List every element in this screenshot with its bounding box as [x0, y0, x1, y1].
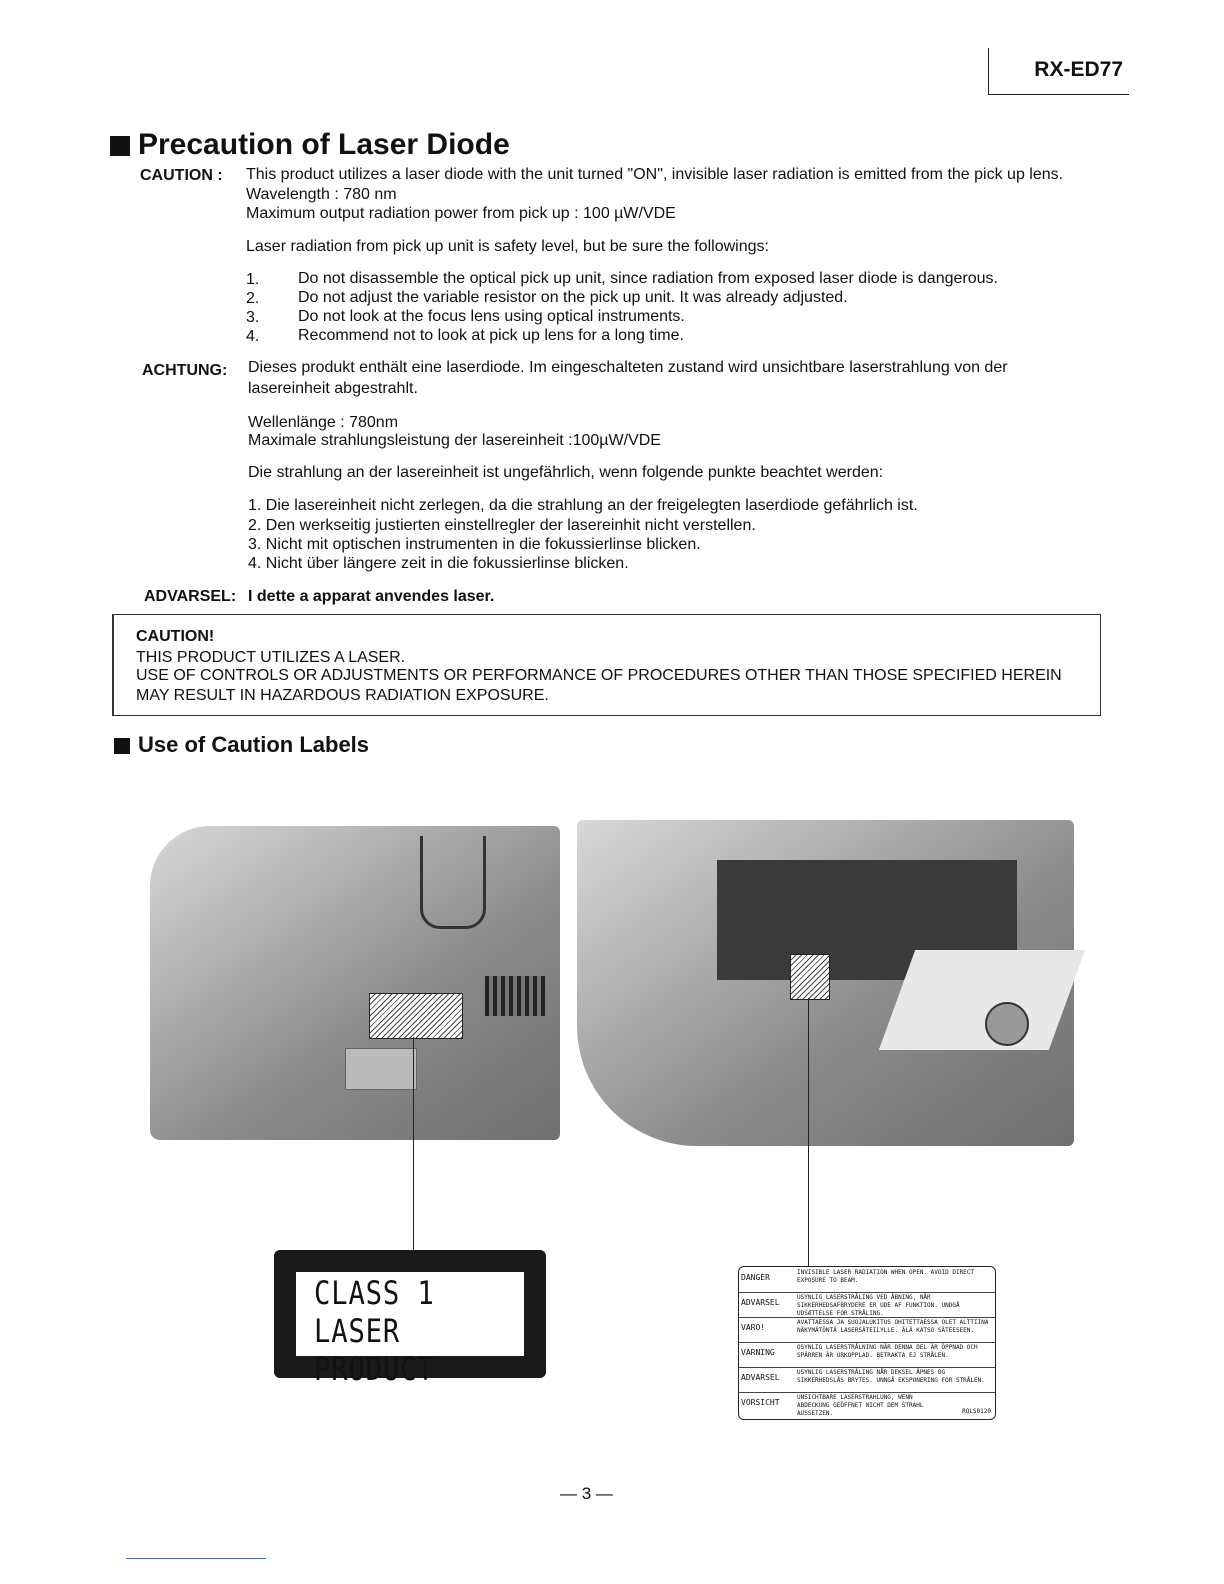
list-item-num: 4.	[246, 328, 260, 345]
leader-line	[808, 998, 809, 1266]
list-item-num: 2.	[246, 290, 260, 307]
de-list-item: 1. Die lasereinheit nicht zerlegen, da die strahlung an der freigelegten laserdiode gefährlich ist.	[248, 497, 918, 514]
list-item: Do not look at the focus lens using optical instruments.	[298, 308, 685, 325]
danger-row-lang: VARNING	[741, 1348, 775, 1357]
de-list-item: 4. Nicht über längere zeit in die fokussierlinse blicken.	[248, 555, 629, 572]
danger-row	[739, 1292, 995, 1318]
rating-sticker	[345, 1048, 417, 1090]
footer-divider	[126, 1558, 266, 1559]
caution-box-line1: THIS PRODUCT UTILIZES A LASER.	[136, 649, 406, 666]
danger-row-lang: VARO!	[741, 1323, 766, 1332]
de-list-item: 3. Nicht mit optischen instrumenten in die fokussierlinse blicken.	[248, 536, 701, 553]
class1-line2: LASER PRODUCT	[314, 1312, 435, 1388]
list-item-num: 3.	[246, 309, 260, 326]
danger-row	[739, 1317, 995, 1343]
danger-row	[739, 1392, 995, 1418]
caution-box	[112, 614, 1101, 716]
heading-text: Use of Caution Labels	[138, 732, 370, 757]
heading-text: Precaution of Laser Diode	[138, 128, 510, 161]
list-item: Recommend not to look at pick up lens for a long time.	[298, 327, 684, 344]
pickup-plate	[879, 950, 1085, 1050]
maximale-leistung: Maximale strahlungsleistung der lasereinheit :100µW/VDE	[248, 432, 661, 449]
danger-row-text: AVATTAESSA JA SUOJALUKITUS OHITETTAESSA OLET ALTTIINA NÄKYMÄTÖNTÄ LASERSÄTEILYLLE. ÄLÄ KATSO SÄTEESEEN.	[797, 1319, 989, 1334]
danger-warning-label	[738, 1266, 996, 1420]
achtung-label: ACHTUNG:	[142, 362, 228, 379]
wellenlaenge: Wellenlänge : 780nm	[248, 414, 399, 431]
danger-row-lang: ADVARSEL	[741, 1373, 780, 1382]
de-list-item: 2. Den werkseitig justierten einstellregler der lasereinhit nicht verstellen.	[248, 517, 756, 534]
wavelength: Wavelength : 780 nm	[246, 186, 397, 203]
caution-box-line3: MAY RESULT IN HAZARDOUS RADIATION EXPOSURE.	[136, 687, 549, 704]
danger-row-text: USYNLIG LASERSTRÅLING VED ÅBNING, NÅR SIKKERHEDSAFBRYDERE ER UDE AF FUNKTION. UNDGÅ UDSÆTTELSE FOR STRÅLING.	[797, 1294, 960, 1317]
caution-box-line2: USE OF CONTROLS OR ADJUSTMENTS OR PERFORMANCE OF PROCEDURES OTHER THAN THOSE SPECIFIED HEREIN	[136, 667, 1062, 684]
danger-row-text: UNSICHTBARE LASERSTRAHLUNG, WENN ABDECKUNG GEÖFFNET NICHT DEM STRAHL AUSSETZEN.	[797, 1394, 924, 1417]
caution-intro: This product utilizes a laser diode with the unit turned "ON", invisible laser radiation is emitted from the pick up lens.	[246, 166, 1064, 183]
danger-row	[739, 1267, 995, 1293]
list-item: Do not adjust the variable resistor on the pick up unit. It was already adjusted.	[298, 289, 848, 306]
max-power: Maximum output radiation power from pick up : 100 µW/VDE	[246, 205, 676, 222]
label-code: RQLS0120	[962, 1408, 991, 1415]
list-item-num: 1.	[246, 271, 260, 288]
caution-label: CAUTION :	[140, 167, 223, 184]
achtung-line1: Dieses produkt enthält eine laserdiode. Im eingeschalteten zustand wird unsichtbare laserstrahlung von der	[248, 359, 1008, 376]
danger-row-text: USYNLIG LASERSTRÅLING NÅR DEKSEL ÅPNES OG SIKKERHEDSLÅS BRYTES. UNNGÅ EKSPONERING FOR STRÅLEN.	[797, 1369, 985, 1384]
label-location-hatch	[369, 993, 463, 1039]
spindle-icon	[985, 1002, 1029, 1046]
vent-grille	[485, 976, 545, 1016]
leader-line	[413, 1037, 414, 1250]
label-location-hatch	[790, 954, 830, 1000]
danger-row	[739, 1367, 995, 1393]
class1-line1: CLASS 1	[314, 1274, 435, 1312]
section-precaution-heading	[110, 128, 510, 162]
class1-label-inner	[296, 1272, 524, 1388]
advarsel-text: I dette a apparat anvendes laser.	[248, 588, 495, 605]
model-number: RX-ED77	[1034, 58, 1123, 81]
strahlung-note: Die strahlung an der lasereinheit ist ungefährlich, wenn folgende punkte beachtet werden:	[248, 464, 884, 481]
list-item: Do not disassemble the optical pick up unit, since radiation from exposed laser diode is dangerous.	[298, 270, 998, 287]
handle	[420, 836, 486, 929]
danger-row-lang: DANGER	[741, 1273, 770, 1282]
caution-box-title: CAUTION!	[136, 628, 215, 645]
unit-exterior-photo	[150, 826, 560, 1140]
square-bullet-icon	[114, 738, 130, 754]
page-number: — 3 —	[560, 1484, 613, 1503]
danger-row-text: OSYNLIG LASERSTRÅLNING NÄR DENNA DEL ÄR ÖPPNAD OCH SPÄRREN ÄR URKOPPLAD. BETRAKTA EJ STRÅLEN.	[797, 1344, 978, 1359]
section-caution-labels-heading	[114, 732, 369, 758]
danger-row-lang: ADVARSEL	[741, 1298, 780, 1307]
model-header-box	[988, 48, 1129, 95]
danger-row-lang: VORSICHT	[741, 1398, 780, 1407]
danger-row-text: INVISIBLE LASER RADIATION WHEN OPEN. AVOID DIRECT EXPOSURE TO BEAM.	[797, 1269, 975, 1284]
achtung-line2: lasereinheit abgestrahlt.	[248, 380, 418, 397]
advarsel-label: ADVARSEL:	[144, 588, 237, 605]
square-bullet-icon	[110, 136, 130, 156]
safety-note: Laser radiation from pick up unit is safety level, but be sure the followings:	[246, 238, 769, 255]
danger-row	[739, 1342, 995, 1368]
class1-laser-label	[274, 1250, 546, 1388]
